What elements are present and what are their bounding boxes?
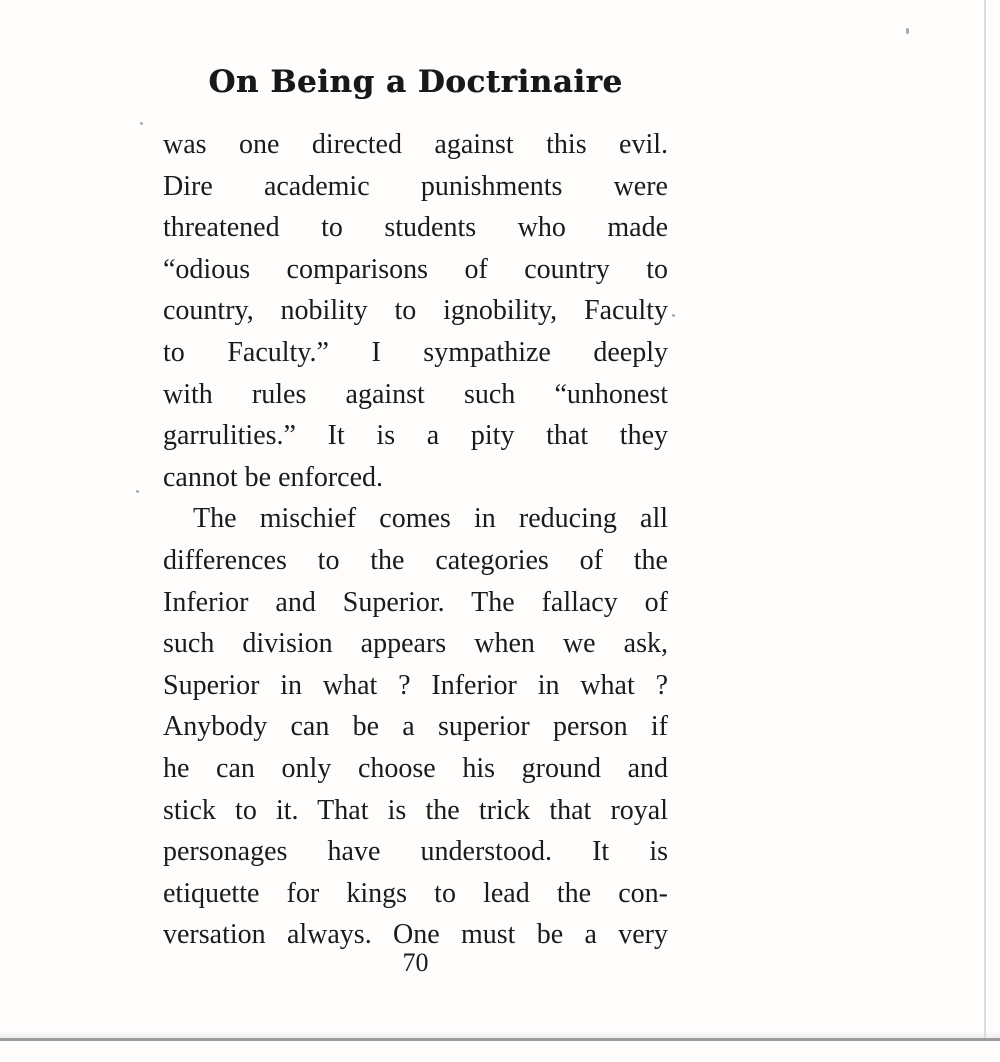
text-line: etiquette for kings to lead the con- bbox=[163, 877, 668, 909]
text-line: versation always. One must be a very bbox=[163, 919, 668, 951]
text-line: The mischief comes in reducing all bbox=[193, 503, 668, 535]
text-line: Superior in what ? Inferior in what ? bbox=[163, 669, 668, 701]
text-line: country, nobility to ignobility, Faculty bbox=[163, 295, 668, 327]
text-line: to Faculty.” I sympathize deeply bbox=[163, 336, 668, 368]
scan-speck bbox=[140, 122, 143, 125]
text-line: was one directed against this evil. bbox=[163, 129, 668, 160]
text-line: threatened to students who made bbox=[163, 212, 668, 244]
page-edge-right bbox=[984, 0, 986, 1040]
scan-speck bbox=[672, 314, 675, 317]
text-line: stick to it. That is the trick that royal bbox=[163, 794, 668, 826]
scan-speck bbox=[906, 28, 909, 34]
page-edge-bottom bbox=[0, 1038, 1000, 1041]
text-line: differences to the categories of the bbox=[163, 544, 668, 576]
page-edge-shadow bbox=[0, 1030, 1000, 1038]
text-line: personages have understood. It is bbox=[163, 836, 668, 868]
text-line: Inferior and Superior. The fallacy of bbox=[163, 586, 668, 618]
paragraph bbox=[163, 498, 668, 956]
paragraph bbox=[163, 124, 668, 498]
text-line: garrulities.” It is a pity that they bbox=[163, 420, 668, 452]
text-line: he can only choose his ground and bbox=[163, 752, 668, 784]
text-line: Dire academic punishments were bbox=[163, 170, 668, 202]
scan-speck bbox=[136, 490, 139, 493]
text-line: with rules against such “unhonest bbox=[163, 378, 668, 410]
page-number: 70 bbox=[402, 948, 429, 977]
text-line: such division appears when we ask, bbox=[163, 628, 668, 660]
text-line: Anybody can be a superior person if bbox=[163, 711, 668, 743]
text-line: cannot be enforced. bbox=[163, 461, 383, 493]
text-line: “odious comparisons of country to bbox=[163, 253, 668, 285]
page-title: On Being a Doctrinaire bbox=[208, 64, 623, 100]
body-text bbox=[163, 124, 668, 956]
